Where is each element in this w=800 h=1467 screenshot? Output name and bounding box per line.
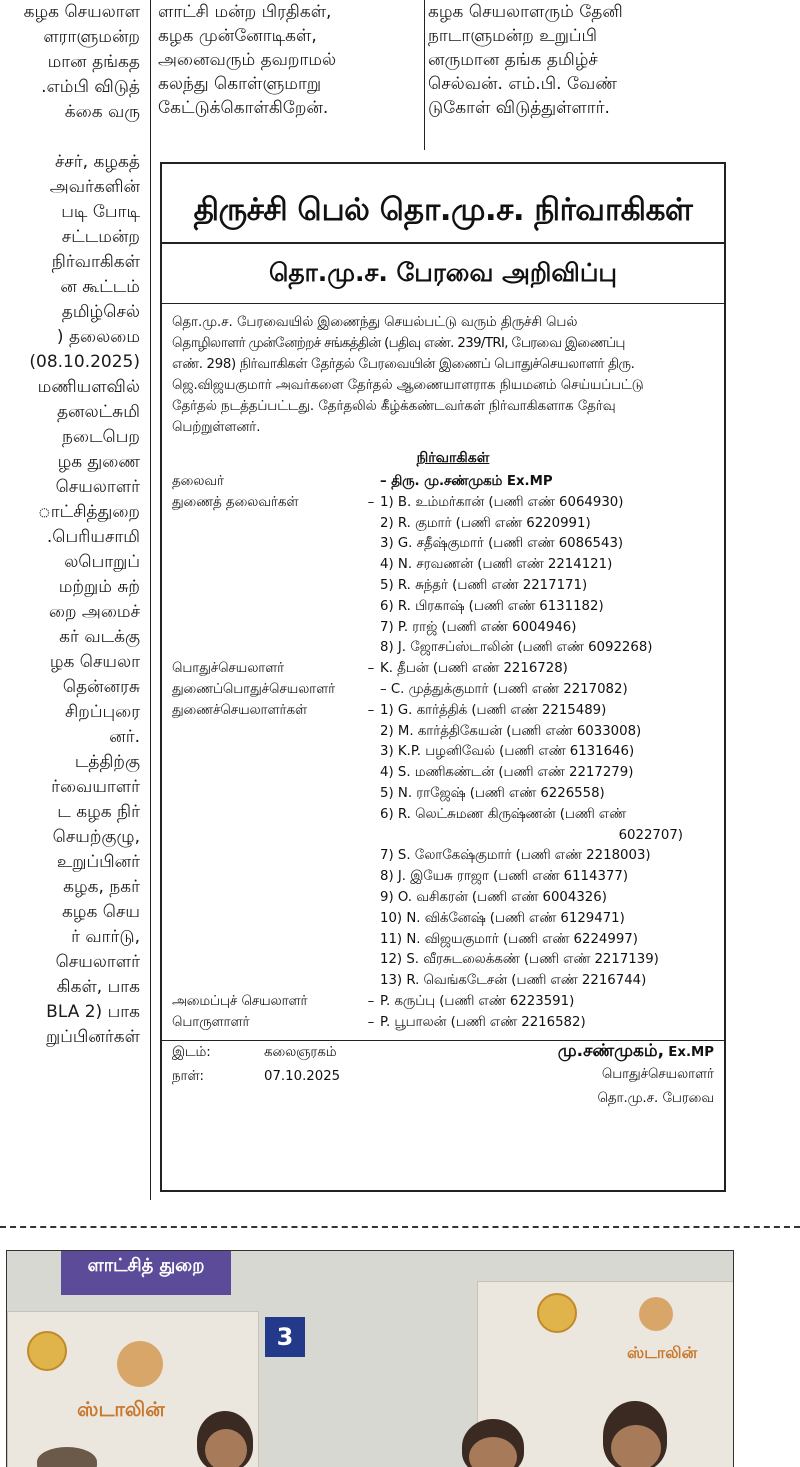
signatory-org: தொ.மு.ச. பேரவை [597,1090,714,1106]
article-line: .எம்பி விடுத் [41,77,140,97]
divider [162,242,724,244]
date-label: நாள்: [172,1068,204,1084]
article-line: ) தலைமை [56,327,140,347]
article-line: .பெரியசாமி [46,527,140,547]
article-line: கழக, நகர் [63,877,140,897]
article-line: BLA 2) பாக [46,1002,140,1022]
article-line: செல்வன். எம்.பி. வேண் [428,74,617,94]
office-bearers-table [172,472,717,1034]
list-item: 10) N. விக்னேஷ் (பணி எண் 6129471) [380,910,625,926]
article-line: தனலட்சுமி [56,402,140,422]
list-item: 11) N. விஜயகுமார் (பணி எண் 6224997) [380,931,638,947]
person-face [205,1429,247,1467]
list-item: 4) S. மணிகண்டன் (பணி எண் 2217279) [380,765,634,781]
signatory-suffix: Ex.MP [668,1044,714,1060]
emblem-icon [27,1331,67,1371]
person-name: – திரு. மு.சண்முகம் Ex.MP [380,474,553,489]
article-line: படி போடி [61,202,140,222]
name-list [380,701,717,992]
dash: – [367,661,375,677]
event-banner: ளாட்சித் துறை [61,1251,231,1295]
list-item: 6) R. பிரகாஷ் (பணி எண் 6131182) [380,598,604,614]
portrait-icon [117,1341,163,1387]
signatory-title: பொதுச்செயலாளர் [601,1066,714,1082]
article-right-column [428,0,728,120]
person-name: K. தீபன் (பணி எண் 2216728) [380,661,568,677]
article-line: அவர்களின் [49,177,140,197]
article-line: னருமான தங்க தமிழ்ச் [428,50,598,70]
article-line: கழக செயலாளரும் தேனி [428,2,623,22]
role-label: அமைப்புச் செயலாளர் [172,993,308,1009]
article-line: கேட்டுக்கொள்கிறேன். [158,98,329,118]
person-name: P. கருப்பு (பணி எண் 6223591) [380,993,575,1009]
article-line: நிர்வாகிகள் [51,252,140,272]
role-label: துணைப்பொதுச்செயலாளர் [172,681,336,697]
article-line: னர். [109,727,140,747]
notice-title: திருச்சி பெல் தொ.மு.ச. நிர்வாகிகள் [193,192,693,228]
campaign-logo: ஸ்டாலின் [627,1343,698,1362]
list-item: 5) R. சுந்தர் (பணி எண் 2217171) [380,577,588,593]
dash: – [367,494,375,510]
role-label: பொருளாளர் [172,1014,250,1030]
article-line: லபொறுப் [64,552,140,572]
article-line: ட கழக நிர் [57,802,140,822]
list-item: 8) J. இயேசு ராஜா (பணி எண் 6114377) [380,869,629,885]
article-line: அனைவரும் தவறாமல் [158,50,337,70]
article-line [0,125,140,150]
intro-line: தொ.மு.ச. பேரவையில் இணைந்து செயல்பட்டு வரும் திருச்சி பெல் [172,315,578,330]
table-row [172,493,717,659]
dashed-separator [0,1226,800,1228]
list-item: 3) G. சதீஷ்குமார் (பணி எண் 6086543) [380,536,624,552]
place-label: இடம்: [172,1044,211,1060]
article-line: கழக செயலாள [23,2,140,22]
article-line: கிகள், பாக [56,977,140,997]
list-item: 1) B. உம்மர்கான் (பணி எண் 6064930) [380,494,624,510]
article-line: செயலாளர் [55,952,140,972]
table-row [172,701,717,992]
booth-number: 3 [265,1317,305,1357]
list-item: 3) K.P. பழனிவேல் (பணி எண் 6131646) [380,744,635,760]
article-line: தென்னரசு [62,677,140,697]
table-row [172,659,717,680]
column-divider [150,0,151,1200]
name-list [380,493,717,659]
article-line: கர் வடக்கு [59,627,140,647]
list-item: 6) R. லெட்சுமண கிருஷ்ணன் (பணி எண் [380,806,627,822]
article-line: ாட்சித்துறை [37,502,140,522]
portrait-icon [639,1297,673,1331]
article-line: செயலாளர் [55,477,140,497]
signatory [558,1041,714,1063]
table-row [172,472,717,493]
campaign-logo: ஸ்டாலின் [77,1397,165,1421]
article-line: மான தங்கத [47,52,140,72]
office-bearers-heading: நிர்வாகிகள் [416,450,490,466]
article-line: சிறப்புரை [64,702,140,722]
dash: – [367,1014,375,1030]
notice-footer [162,1041,724,1113]
article-line: தமிழ்செல் [61,302,140,322]
table-row [172,1013,717,1034]
event-photo [6,1250,734,1467]
article-line: மற்றும் சுற் [58,577,140,597]
intro-line: எண். 298) நிர்வாகிகள் தேர்தல் பேரவையின் இணைப் பொதுச்செயலாளர் திரு. [172,357,635,372]
article-line: மணியளவில் [37,377,140,397]
list-item: 6022707) [618,827,683,843]
place-value: கலைஞரகம் [264,1044,337,1060]
signatory-name: மு.சண்முகம், [557,1040,665,1061]
role-label: பொதுச்செயலாளர் [172,661,285,677]
article-line: ன கூட்டம் [60,277,140,297]
list-item: 2) R. குமார் (பணி எண் 6220991) [380,515,591,531]
role-label: தலைவர் [172,474,224,489]
article-line: ர்வையாளர் [51,777,140,797]
list-item: 7) S. லோகேஷ்குமார் (பணி எண் 2218003) [380,848,651,864]
article-line: ச்சர், கழகத் [54,152,140,172]
intro-line: ஜெ.விஜயகுமார் அவர்களை தேர்தல் ஆணையாளராக நியமனம் செய்யப்பட்டு [172,378,644,393]
column-divider [424,0,425,150]
role-label: துணைச்செயலாளர்கள் [172,702,307,718]
article-line: உறுப்பினர் [56,852,140,872]
list-item: 8) J. ஜோசப்ஸ்டாலின் (பணி எண் 6092268) [380,640,653,656]
article-line: சட்டமன்ற [61,227,140,247]
intro-line: பெற்றுள்ளனர். [172,420,261,435]
list-item: 2) M. கார்த்திகேயன் (பணி எண் 6033008) [380,723,642,739]
article-line: டுகோள் விடுத்துள்ளார். [428,98,610,118]
article-line: ழக செயலா [49,652,140,672]
person-face [611,1425,661,1467]
article-line: க்கை வரு [64,102,140,122]
emblem-icon [537,1293,577,1333]
article-line: றை அமைச் [48,602,140,622]
article-line: ர் வார்டு, [71,927,140,947]
article-line: றுப்பினர்கள் [46,1027,140,1047]
article-line: ளராளுமன்ற [43,27,140,47]
article-line: ழக துணை [57,452,140,472]
list-item: 4) N. சரவணன் (பணி எண் 2214121) [380,557,613,573]
table-row [172,992,717,1013]
person-name: – C. முத்துக்குமார் (பணி எண் 2217082) [380,681,628,697]
article-line: ளாட்சி மன்ற பிரதிகள், [158,2,332,22]
article-line: கழக முன்னோடிகள், [158,26,317,46]
article-line: நடைபெற [62,427,140,447]
list-item: 9) O. வசிகரன் (பணி எண் 6004326) [380,889,607,905]
list-item: 13) R. வெங்கடேசன் (பணி எண் 2216744) [380,973,647,989]
article-line: (08.10.2025) [29,352,140,372]
notice-intro [162,304,724,438]
list-item: 7) P. ராஜ் (பணி எண் 6004946) [380,619,577,635]
person-name: P. பூபாலன் (பணி எண் 2216582) [380,1014,586,1030]
list-item: 5) N. ராஜேஷ் (பணி எண் 6226558) [380,785,605,801]
article-line: நாடாளுமன்ற உறுப்பி [428,26,598,46]
role-label: துணைத் தலைவர்கள் [172,494,299,510]
article-line: கலந்து கொள்ளுமாறு [158,74,322,94]
date-value: 07.10.2025 [264,1068,341,1084]
intro-line: தொழிலாளர் முன்னேற்றச் சங்கத்தின் (பதிவு எண். 239/TRI, பேரவை இணைப்பு [172,336,625,351]
intro-line: தேர்தல் நடத்தப்பட்டது. தேர்தலில் கீழ்க்கண்டவர்கள் நிர்வாகிகளாக தேர்வு [172,399,616,414]
list-item: 12) S. வீரசுடலைக்கண் (பணி எண் 2217139) [380,952,659,968]
table-row [172,680,717,701]
list-item: 1) G. கார்த்திக் (பணி எண் 2215489) [380,702,607,718]
dash: – [367,993,375,1009]
article-line: செயற்குழு, [52,827,140,847]
article-left-column [0,0,140,1050]
notice-box [160,162,726,1192]
notice-subtitle: தொ.மு.ச. பேரவை அறிவிப்பு [268,258,618,287]
dash: – [367,702,375,718]
article-middle-column [158,0,420,120]
article-line: கழக செய [61,902,140,922]
article-line: டத்திற்கு [74,752,140,772]
